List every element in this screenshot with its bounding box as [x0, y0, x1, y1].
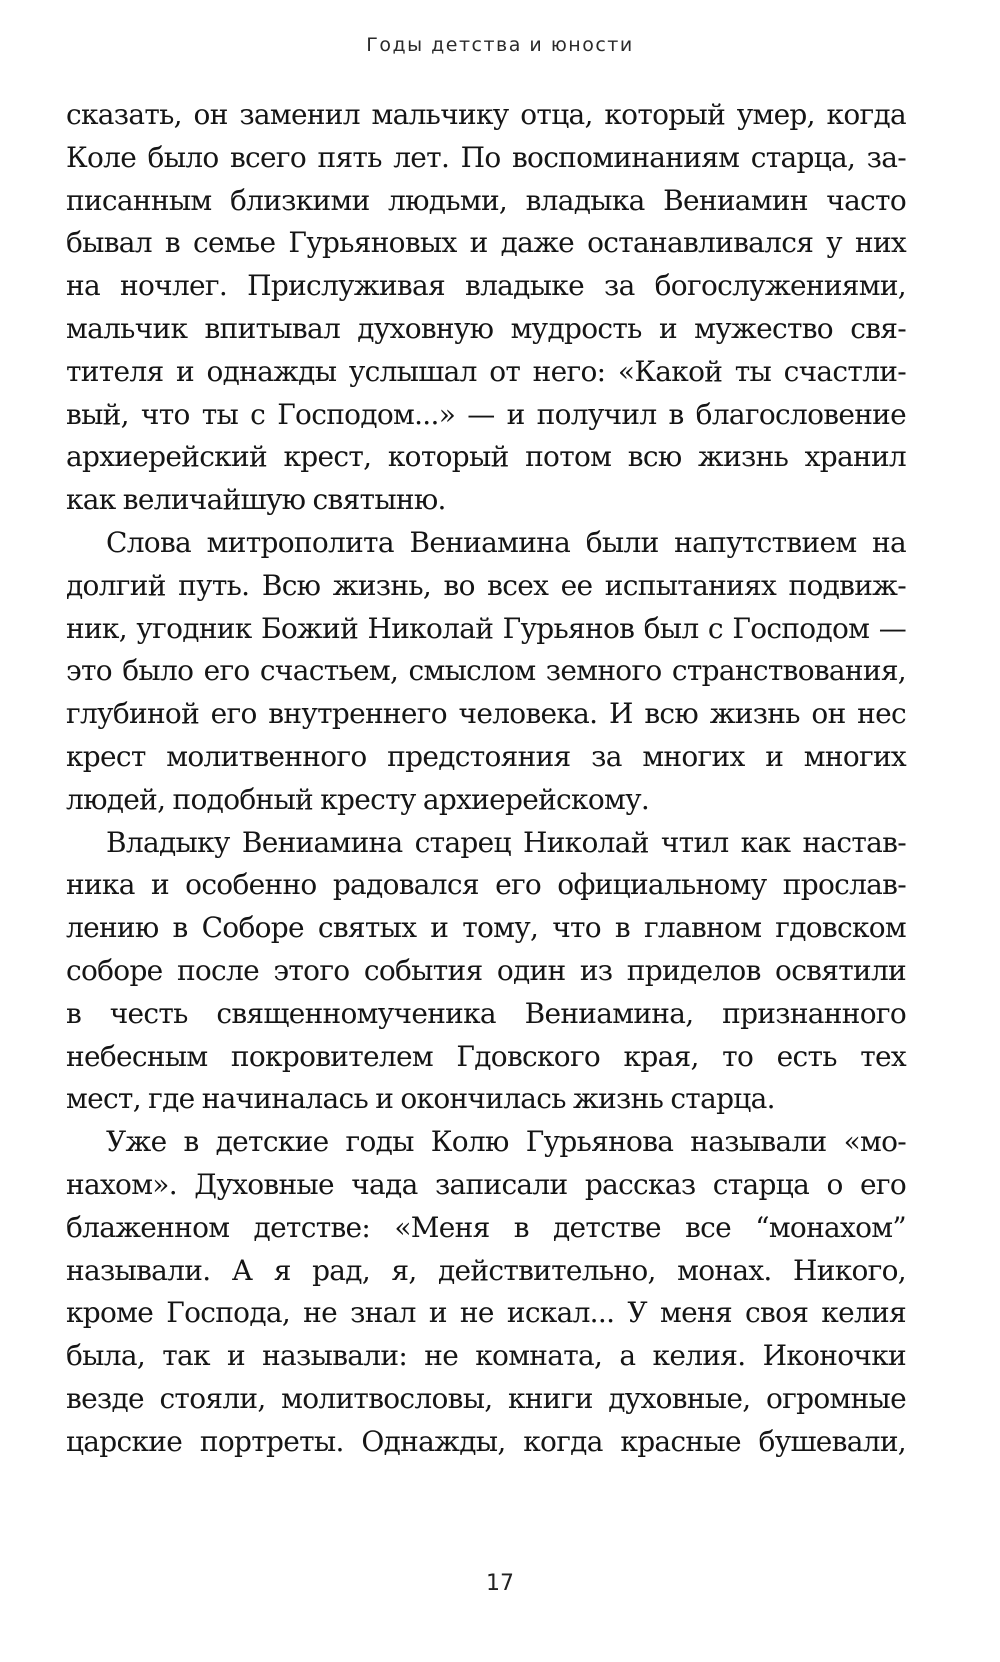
text-line: соборе после этого события один из приделов освятили — [66, 953, 906, 987]
text-line: это было его счастьем, смыслом земного странствования, — [66, 654, 906, 688]
text-line: Владыку Вениамина старец Николай чтил как настав- — [106, 825, 906, 859]
text-line: людей, подобный кресту архиерейскому. — [66, 782, 650, 816]
text-line: на ночлег. Прислуживая владыке за богослужениями, — [66, 269, 906, 303]
text-line: кроме Господа, не знал и не искал... У меня своя келия — [66, 1296, 906, 1330]
text-line: архиерейский крест, который потом всю жизнь хранил — [66, 440, 906, 474]
page-number: 17 — [486, 1571, 514, 1596]
text-line: бывал в семье Гурьяновых и даже останавливался у них — [66, 226, 906, 260]
text-line: блаженном детстве: «Меня в детстве все “монахом” — [66, 1210, 906, 1244]
text-line: везде стояли, молитвословы, книги духовные, огромные — [66, 1381, 906, 1415]
text-line: называли. А я рад, я, действительно, монах. Никого, — [66, 1253, 906, 1287]
text-line: Слова митрополита Вениамина были напутствием на — [106, 525, 906, 559]
text-line: глубиной его внутреннего человека. И всю жизнь он нес — [66, 697, 906, 731]
text-line: писанным близкими людьми, владыка Вениамин часто — [66, 183, 906, 217]
running-head: Годы детства и юности — [366, 34, 634, 56]
text-line: ник, угодник Божий Николай Гурьянов был с Господом — — [66, 611, 906, 645]
text-line: мест, где начиналась и окончилась жизнь старца. — [66, 1082, 775, 1116]
text-line: была, так и называли: не комната, а келия. Иконочки — [66, 1339, 906, 1373]
text-line: ника и особенно радовался его официальному прослав- — [66, 868, 906, 902]
text-line: царские портреты. Однажды, когда красные бушевали, — [66, 1424, 906, 1458]
text-line: крест молитвенного предстояния за многих и многих — [66, 739, 906, 773]
text-line: Уже в детские годы Колю Гурьянова называли «мо- — [106, 1125, 906, 1159]
text-line: в честь священномученика Вениамина, признанного — [66, 996, 906, 1030]
text-line: нахом». Духовные чада записали рассказ старца о его — [66, 1167, 906, 1201]
text-line: лению в Соборе святых и тому, что в главном гдовском — [66, 911, 906, 945]
text-line: долгий путь. Всю жизнь, во всех ее испытаниях подвиж- — [66, 568, 906, 602]
text-line: небесным покровителем Гдовского края, то есть тех — [66, 1039, 906, 1073]
page-body — [66, 94, 906, 1464]
text-line: вый, что ты с Господом...» — и получил в благословение — [66, 397, 906, 431]
text-line: как величайшую святыню. — [66, 483, 446, 517]
text-line: тителя и однажды услышал от него: «Какой ты счастли- — [66, 354, 906, 388]
text-line: мальчик впитывал духовную мудрость и мужество свя- — [66, 311, 906, 345]
text-line: сказать, он заменил мальчику отца, который умер, когда — [66, 98, 906, 131]
text-line: Коле было всего пять лет. По воспоминаниям старца, за- — [66, 140, 906, 174]
